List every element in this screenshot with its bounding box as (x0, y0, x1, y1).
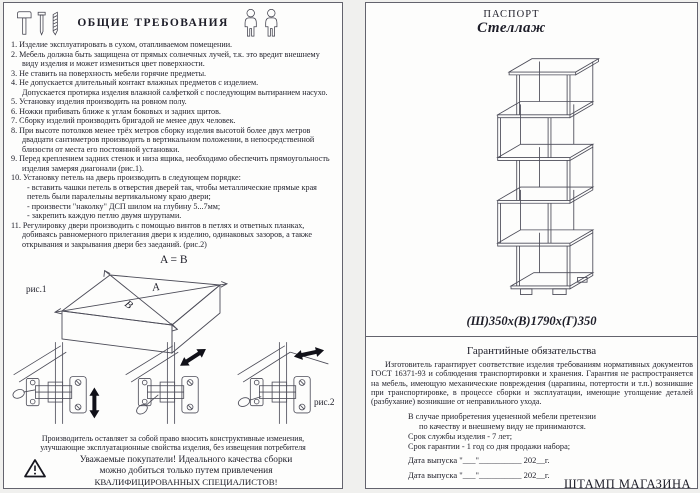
arrow-vertical-icon (89, 388, 99, 419)
list-item: 7. Сборку изделий производить бригадой не менее двух человек. (11, 116, 236, 125)
discount-claims-note: В случае приобретения уцененной мебели претензии по качеству и внешнему виду не принимаются. (408, 412, 596, 432)
passport-title: ПАСПОРТ (483, 9, 540, 20)
arrow-horizontal-icon (293, 345, 325, 361)
list-item: 5. Установку изделия производить на ровном полу. (11, 97, 187, 106)
service-terms (408, 432, 570, 453)
list-item: 9. Перед креплением задних стенок и низа ящика, необходимо обеспечить прямоугольность изделия замеряя диагонали (рис.1). (11, 154, 330, 173)
warning-text: Уважаемые покупатели! Идеального качества сборки можно добиться только путем привлечения КВАЛИФИЦИРОВАННЫХ СПЕЦИАЛИСТОВ! (79, 455, 293, 488)
service-life: Срок службы изделия - 7 лет; (408, 432, 513, 441)
list-item-continuation: Допускается протирка изделия влажной салфеткой с последующим вытиранием насухо. (22, 87, 328, 97)
list-item: 3. Не ставить на поверхность мебели горячие предметы. (11, 68, 207, 78)
list-subitem: - произвести "наколку" ДСП шилом на глубину 5...7мм; (27, 201, 221, 211)
warning-triangle-icon (24, 458, 46, 478)
list-item: 10. Установку петель на дверь производить в следующем порядке: - вставить чашки петель в отверстия дверей так, чтобы металлические прямые края петель были паралельны вертикальному краю двери; - произвести "наколку" ДСП шилом на глубину 5...7мм; - закрепить каждую петлю двумя шурупами. (11, 173, 337, 221)
diagonal-b-label: B (122, 298, 135, 312)
left-panel-header (14, 7, 334, 39)
section-divider (366, 336, 697, 337)
hinge-diagram-diagonal-adjust (122, 335, 220, 431)
hinge-diagram-vertical-adjust (10, 335, 108, 431)
list-item: 8. При высоте потолков менее трёх метров сборку изделия высотой более двух метров двадцати сантиметров производить в вертикальном положении, в непосредственной близости от места его постоянной установки. (11, 125, 315, 154)
tools-icon (14, 8, 66, 38)
diagonal-equality-note: A = B (160, 254, 188, 266)
list-subitem: - закрепить каждую петлю двумя шурупами. (27, 211, 182, 220)
list-subitem: - вставить чашки петель в отверстия дверей так, чтобы металлические прямые края петель были паралельны вертикальному краю двери; (27, 182, 317, 201)
diagonal-a-label: A (151, 281, 161, 294)
producer-note: Производитель оставляет за собой право вносить конструктивные изменения, улучшающие эксплуатационные свойства изделия, без извещения потребителя (40, 434, 306, 453)
hinge-diagrams-row (10, 335, 335, 431)
list-item: 2. Мебель должна быть защищена от прямых солнечных лучей, т.к. это вредит внешнему виду изделия и может измениться цвет поверхности. (11, 49, 320, 68)
product-dimensions: (Ш)350х(В)1790х(Г)350 (466, 314, 597, 328)
list-item: 4. Не допускается длительный контакт влажных предметов с изделием. Допускается протирка изделия влажной салфеткой с последующим вытиранием насухо. (11, 78, 337, 97)
arrow-diagonal-icon (177, 345, 208, 370)
list-item: 11. Регулировку двери производить с помощью винтов в петлях и ответных планках, добиваясь равномерного прилегания двери к изделию, одинаковых зазоров, а также открывания и закрывания двери без заеданий. (рис.2) (11, 220, 313, 249)
shelf-line-drawing (488, 53, 612, 305)
issue-date-line-1: Дата выпуска "___"__________ 202__г. (408, 455, 550, 465)
requirements-list (11, 40, 337, 249)
hinge-diagram-horizontal-adjust (234, 335, 335, 431)
figure1-label: рис.1 (26, 284, 47, 294)
quality-warning (16, 455, 322, 488)
page-title: ОБЩИЕ ТРЕБОВАНИЯ (77, 17, 229, 29)
list-item: 6. Ножки прибивать ближе к углам боковых и задних щитов. (11, 106, 221, 116)
list-item: 1. Изделие эксплуатировать в сухом, отапливаемом помещении. (11, 40, 233, 49)
issue-date-line-2: Дата выпуска "___"__________ 202__г. (408, 470, 550, 480)
product-name: Стеллаж (477, 20, 546, 36)
warranty-text: Изготовитель гарантирует соответствие изделия требованиям нормативных документов ГОСТ 16371-93 и соблюдения транспортировки и хранения. Гарантия не распространяется на мебель, имеющую механические повреждения (царапины, потертости и т.п.) возникшие при транспортировке, в процессе сборки и эксплуатации, имеющие утолщение деталей (разбухание) возникшие от неправильного ухода. (371, 360, 693, 407)
left-panel-general-requirements (3, 2, 343, 489)
right-panel-passport (365, 2, 698, 489)
shop-stamp-label: ШТАМП МАГАЗИНА (564, 477, 691, 491)
figure2-label: рис.2 (314, 397, 335, 407)
warranty-title: Гарантийные обязательства (466, 345, 597, 357)
two-people-icon (240, 8, 282, 38)
warranty-period: Срок гарантии - 1 год со дня продажи набора; (408, 442, 571, 452)
